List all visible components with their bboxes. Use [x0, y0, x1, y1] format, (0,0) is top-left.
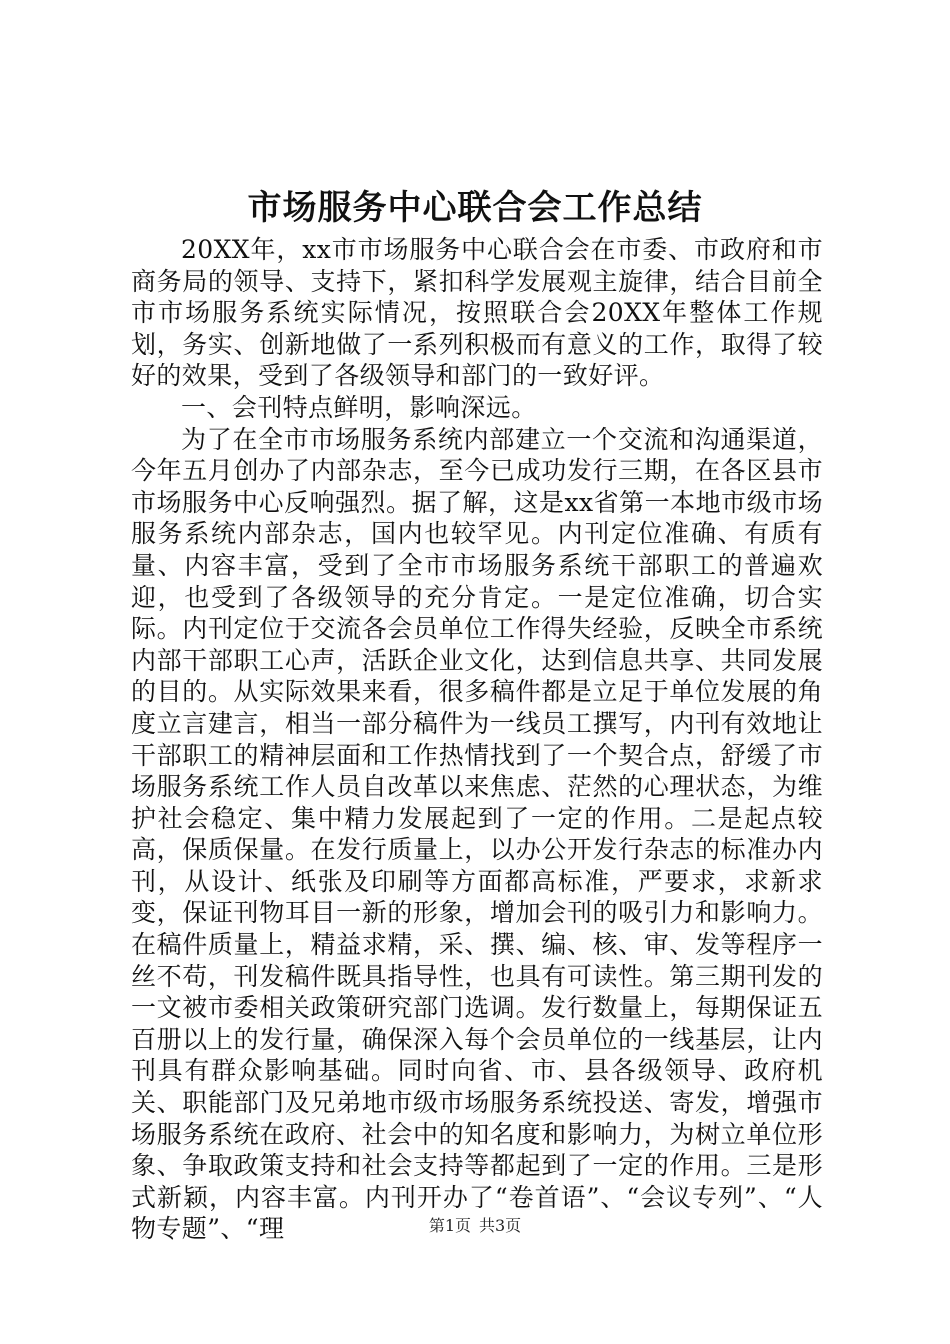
page-total: 共3页	[479, 1216, 522, 1235]
section-heading-1: 一、会刊特点鲜明，影响深远。	[181, 392, 537, 422]
page-footer	[0, 1216, 950, 1236]
page-number: 第1页	[428, 1216, 471, 1235]
paragraph-section-1: 为了在全市市场服务系统内部建立一个交流和沟通渠道，今年五月创办了内部杂志，至今已成功发行三期，在各区县市市场服务中心反响强烈。据了解，这是xx省第一本地市级市场服务系统内部杂志，国内也较罕见。内刊定位准确、有质有量、内容丰富，受到了全市市场服务系统干部职工的普遍欢迎，也受到了各级领导的充分肯定。一是定位准确，切合实际。内刊定位于交流各会员单位工作得失经验，反映全市系统内部干部职工心声，活跃企业文化，达到信息共享、共同发展的目的。从实际效果来看，很多稿件都是立足于单位发展的角度立言建言，相当一部分稿件为一线员工撰写，内刊有效地让干部职工的精神层面和工作热情找到了一个契合点，舒缓了市场服务系统工作人员自改革以来焦虑、茫然的心理状态，为维护社会稳定、集中精力发展起到了一定的作用。二是起点较高，保质保量。在发行质量上，以办公开发行杂志的标准办内刊，从设计、纸张及印刷等方面都高标准，严要求，求新求变，保证刊物耳目一新的形象，增加会刊的吸引力和影响力。在稿件质量上，精益求精，采、撰、编、核、审、发等程序一丝不苟，刊发稿件既具指导性，也具有可读性。第三期刊发的一文被市委相关政策研究部门选调。发行数量上，每期保证五百册以上的发行量，确保深入每个会员单位的一线基层，让内刊具有群众影响基础。同时向省、市、县各级领导、政府机关、职能部门及兄弟地市级市场服务系统投送、寄发，增强市场服务系统在政府、社会中的知名度和影响力，为树立单位形象、争取政策支持和社会支持等都起到了一定的作用。三是形式新颖，内容丰富。内刊开办了“卷首语”、“会议专列”、“人物专题”、“理	[131, 424, 823, 1244]
document-body	[131, 234, 823, 1245]
document-title: 市场服务中心联合会工作总结	[247, 188, 703, 228]
paragraph-intro: 20XX年，xx市市场服务中心联合会在市委、市政府和市商务局的领导、支持下，紧扣科学发展观主旋律，结合目前全市市场服务系统实际情况，按照联合会20XX年整体工作规划，务实、创新地做了一系列积极而有意义的工作，取得了较好的效果，受到了各级领导和部门的一致好评。	[131, 235, 823, 391]
